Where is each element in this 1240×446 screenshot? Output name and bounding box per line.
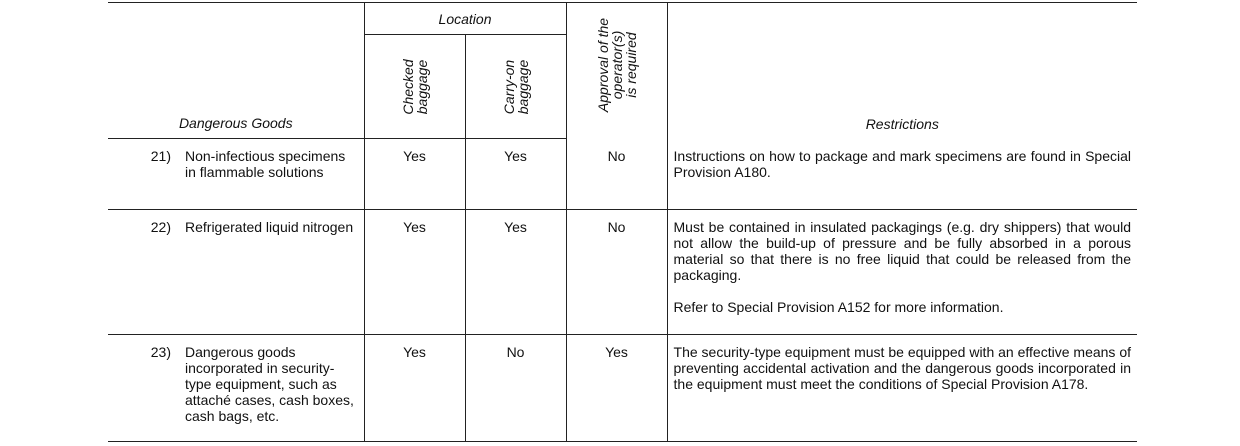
header-checked-line-2: baggage [413, 59, 430, 114]
row-goods-name: Non-infectious specimens in flammable solutions [185, 139, 364, 210]
header-restrictions [667, 3, 1137, 139]
table-row [108, 210, 1137, 335]
restriction-paragraph: Refer to Special Provision A152 for more information. [673, 299, 1004, 315]
row-carry-on-value: No [465, 335, 566, 442]
header-carry-on-baggage-label [502, 59, 530, 114]
row-goods-name: Refrigerated liquid nitrogen [185, 210, 364, 335]
header-checked-baggage-label [401, 59, 429, 114]
row-number: 23) [108, 335, 185, 442]
row-restrictions [667, 335, 1137, 442]
header-restrictions-label: Restrictions [865, 115, 939, 132]
row-approval-value: No [566, 210, 667, 335]
table-row [108, 335, 1137, 442]
row-checked-value: Yes [364, 335, 465, 442]
row-approval-value: Yes [566, 335, 667, 442]
row-restrictions [667, 139, 1137, 210]
row-carry-on-value: Yes [465, 210, 566, 335]
header-location-label: Location [438, 10, 492, 27]
row-number: 22) [108, 210, 185, 335]
header-checked-line-1: Checked [399, 58, 416, 115]
row-carry-on-value: Yes [465, 139, 566, 210]
header-approval-label [596, 18, 638, 112]
header-approval-line-2: operator(s) [608, 31, 625, 100]
header-dangerous-goods [108, 3, 364, 139]
header-approval [566, 3, 667, 139]
row-restrictions [667, 210, 1137, 335]
restriction-paragraph: Must be contained in insulated packagings (e.g. dry shippers) that would not allow the build-up of pressure and be fully absorbed in a porous material so that there is no free liquid that could be released from the packaging. [673, 219, 1132, 283]
row-approval-value: No [566, 139, 667, 210]
row-checked-value: Yes [364, 139, 465, 210]
header-carry-on-line-1: Carry-on [500, 59, 517, 114]
table-row [108, 139, 1137, 210]
header-carry-on-baggage [465, 35, 566, 139]
row-checked-value: Yes [364, 210, 465, 335]
header-approval-line-1: Approval of the [594, 18, 611, 113]
row-goods-name: Dangerous goods incorporated in security-type equipment, such as attaché cases, cash boxes, cash bags, etc. [185, 335, 364, 442]
header-dangerous-goods-label: Dangerous Goods [178, 115, 293, 131]
header-carry-on-line-2: baggage [514, 59, 531, 114]
row-number: 21) [108, 139, 185, 210]
header-location [364, 3, 566, 35]
restriction-paragraph: The security-type equipment must be equipped with an effective means of preventing accidental activation and the dangerous goods incorporated in the equipment must meet the conditions of Special Provision A178. [673, 344, 1132, 392]
dangerous-goods-table [108, 2, 1137, 442]
header-checked-baggage [364, 35, 465, 139]
header-approval-line-3: is required [622, 32, 639, 99]
restriction-paragraph: Instructions on how to package and mark specimens are found in Special Provision A180. [673, 147, 1132, 180]
